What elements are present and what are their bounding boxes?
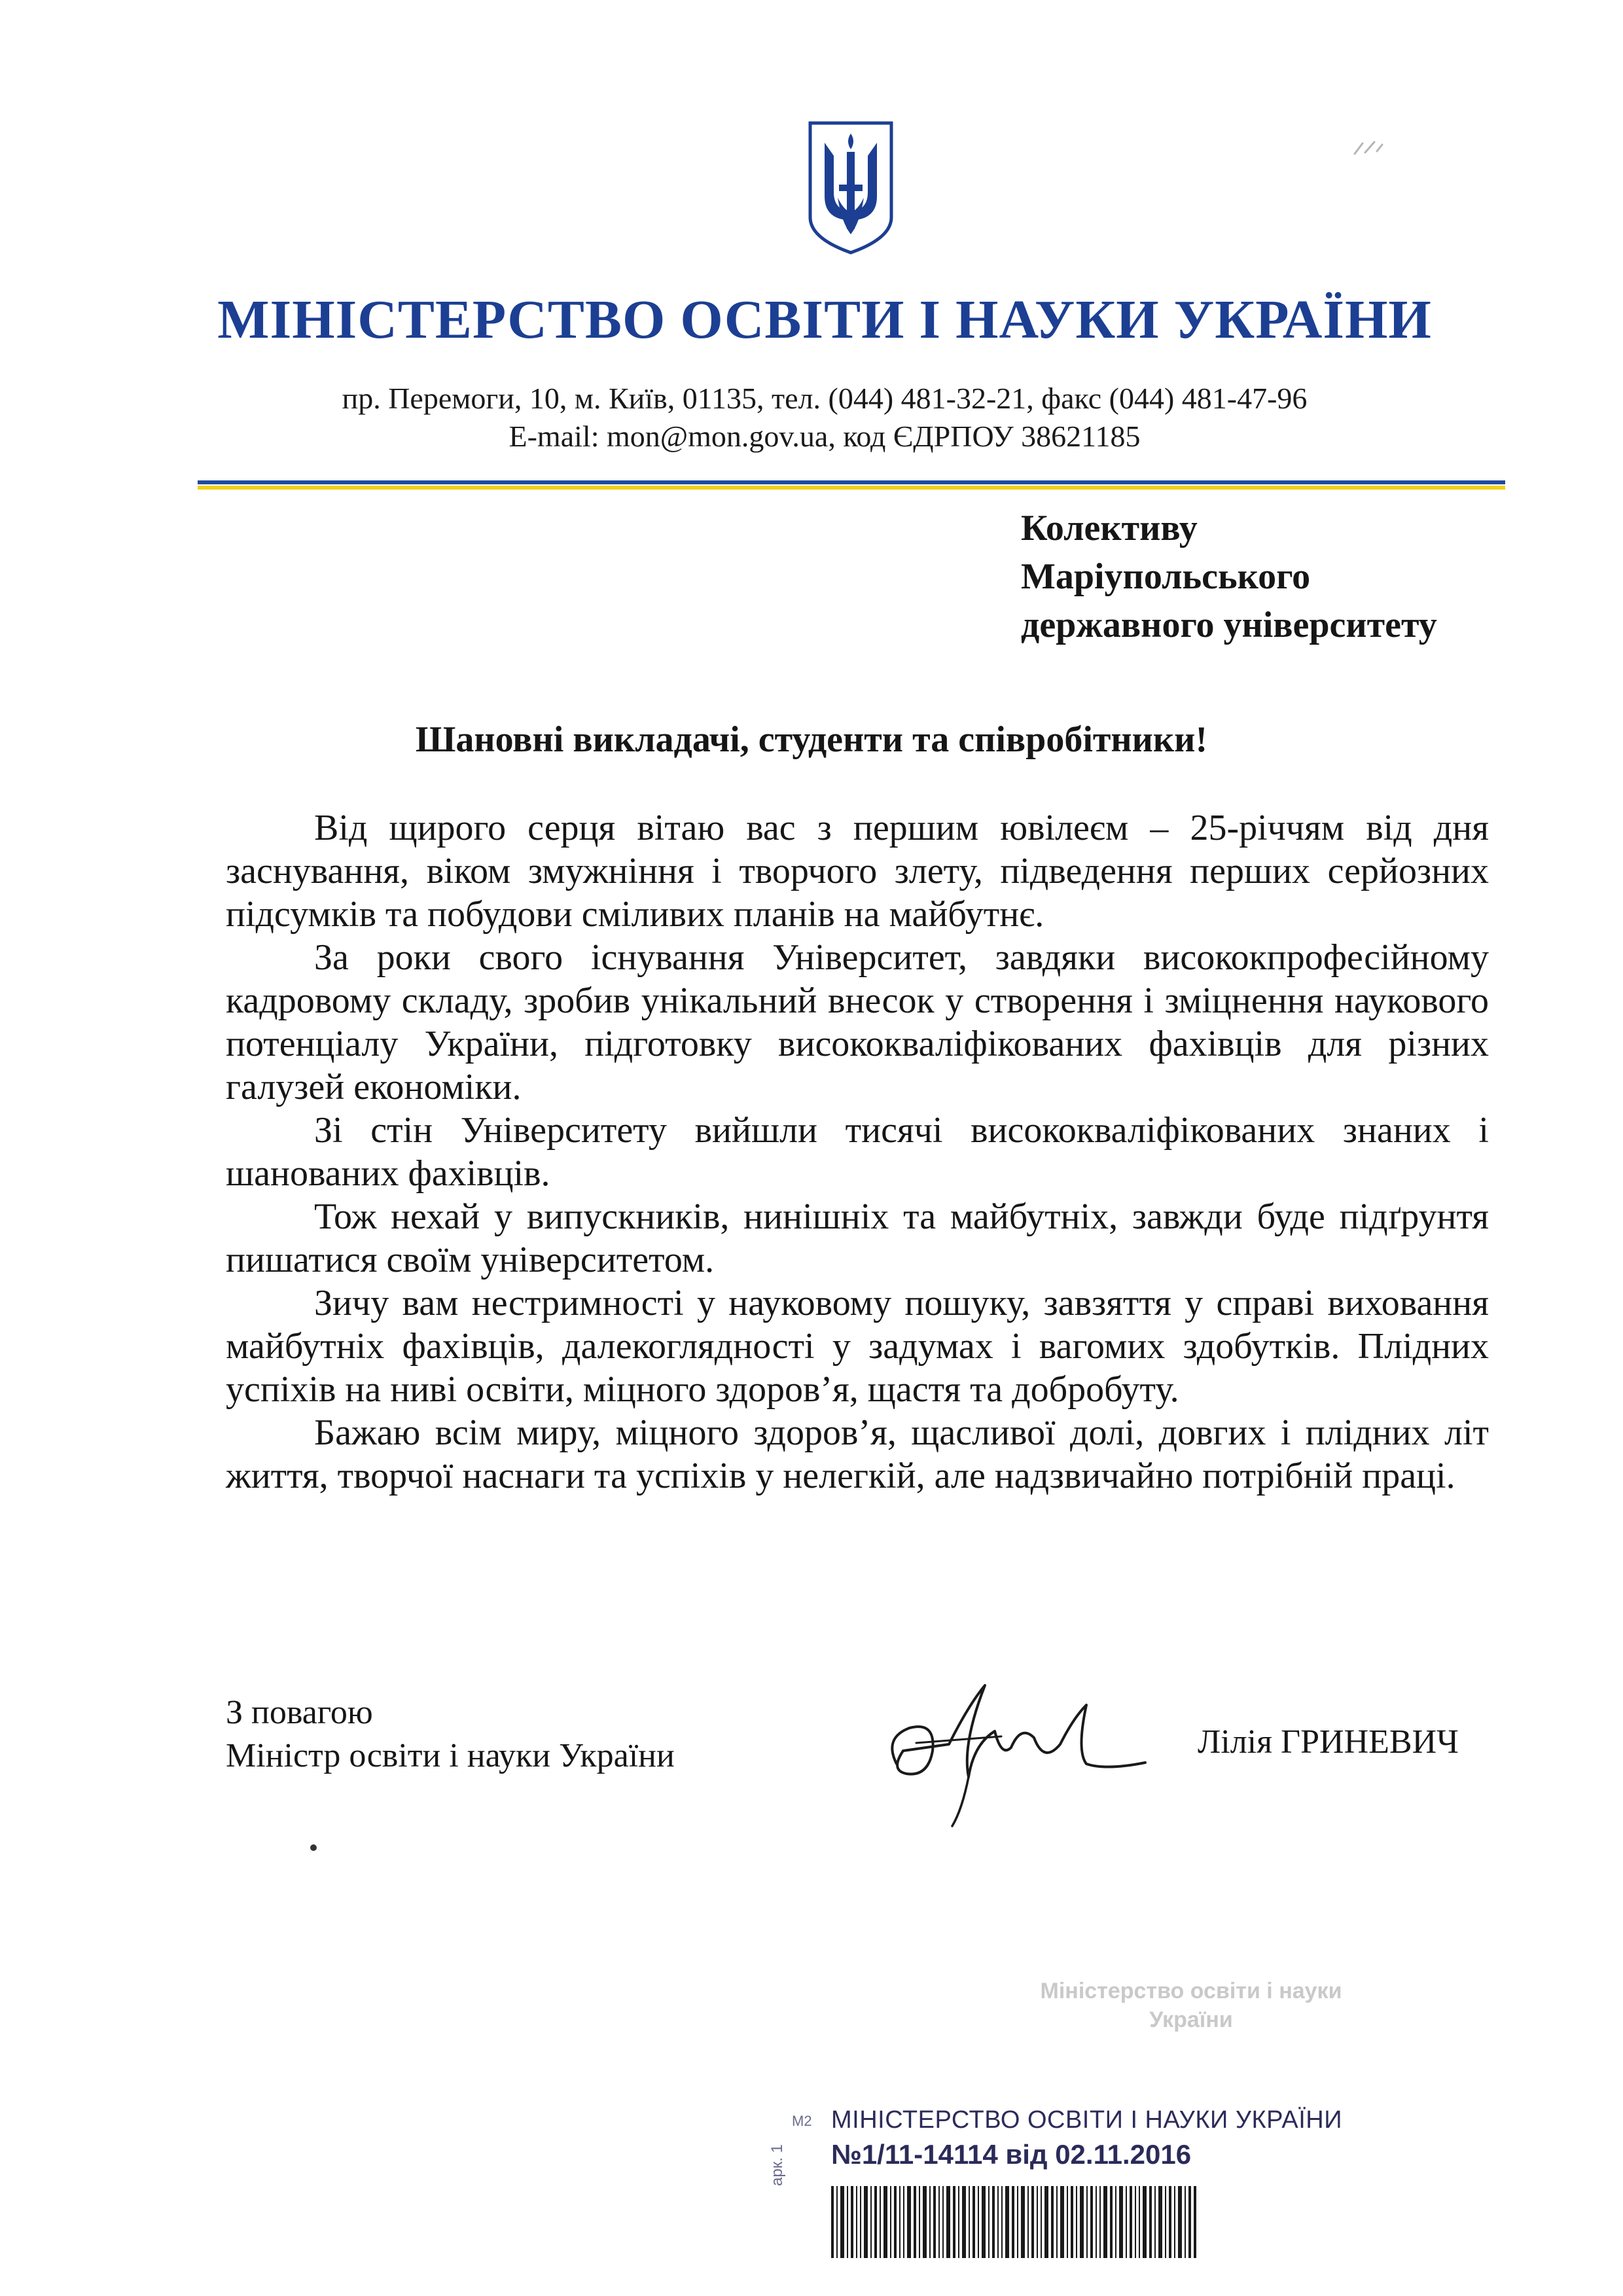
signer-position: Міністр освіти і науки України — [226, 1737, 675, 1774]
registration-title: МІНІСТЕРСТВО ОСВІТИ І НАУКИ УКРАЇНИ — [831, 2106, 1343, 2134]
salutation: Шановні викладачі, студенти та співробітники! — [415, 719, 1208, 760]
registration-number: №1/11-14114 від 02.11.2016 — [831, 2139, 1192, 2170]
contact-address-line: пр. Перемоги, 10, м. Київ, 01135, тел. (044) 481-32-21, факс (044) 481-47-96 — [342, 382, 1308, 415]
body-paragraph: Зичу вам нестримності у науковому пошуку, завзяття у справі виховання майбутніх фахівців, далекоглядності у задумах і вагомих здобутків. Плідних успіхів на ниві освіти, міцного здоров’я, щастя та добробуту. — [226, 1283, 1489, 1410]
header-rule-yellow — [198, 486, 1505, 490]
registration-sheet: арк. 1 — [768, 2144, 786, 2186]
bleed-through-stamp — [962, 1977, 1420, 2034]
handwritten-signature — [870, 1666, 1152, 1836]
addressee-line: Маріупольського — [1021, 556, 1311, 597]
letter-body — [226, 806, 1489, 1498]
scan-artifact — [1348, 134, 1387, 160]
trident-coat-of-arms-icon — [805, 119, 897, 257]
closing-regards: З повагою — [226, 1694, 373, 1731]
body-paragraph: За роки свого існування Університет, завдяки висококпрофесійному кадровому складу, зробив унікальний внесок у створення і зміцнення наукового потенціалу України, підготовку висококваліфікованих фахівців для різних галузей економіки. — [226, 937, 1489, 1107]
closing-block — [226, 1691, 675, 1778]
ministry-title: МІНІСТЕРСТВО ОСВІТИ І НАУКИ УКРАЇНИ — [217, 289, 1432, 350]
addressee-line: державного університету — [1021, 605, 1437, 645]
bleed-through-line: України — [1149, 2007, 1233, 2032]
body-paragraph: Бажаю всім миру, міцного здоров’я, щасливої долі, довгих і плідних літ життя, творчої наснаги та успіхів у нелегкій, але надзвичайно потрібній праці. — [226, 1412, 1489, 1496]
body-paragraph: Тож нехай у випускників, нинішніх та майбутніх, завжди буде підґрунтя пишатися своїм університетом. — [226, 1196, 1489, 1280]
barcode-icon — [831, 2186, 1198, 2258]
bleed-through-line: Міністерство освіти і науки — [1040, 1979, 1342, 2003]
addressee-line: Колективу — [1021, 508, 1198, 548]
body-paragraph: Від щирого серця вітаю вас з першим ювілеєм – 25-річчям від дня заснування, віком змужніння і творчого злету, підведення перших серйозних підсумків та побудови сміливих планів на майбутнє. — [226, 808, 1489, 935]
body-paragraph: Зі стін Університету вийшли тисячі висококваліфікованих знаних і шанованих фахівців. — [226, 1110, 1489, 1194]
header-rule-blue — [198, 480, 1505, 484]
contact-email-line: E-mail: mon@mon.gov.ua, код ЄДРПОУ 38621185 — [508, 420, 1141, 453]
ink-dot — [310, 1844, 317, 1851]
addressee-block — [1021, 504, 1531, 649]
signer-name: Лілія ГРИНЕВИЧ — [1198, 1723, 1459, 1761]
registration-stamp — [768, 2101, 1343, 2278]
registration-code: М2 — [792, 2113, 812, 2129]
